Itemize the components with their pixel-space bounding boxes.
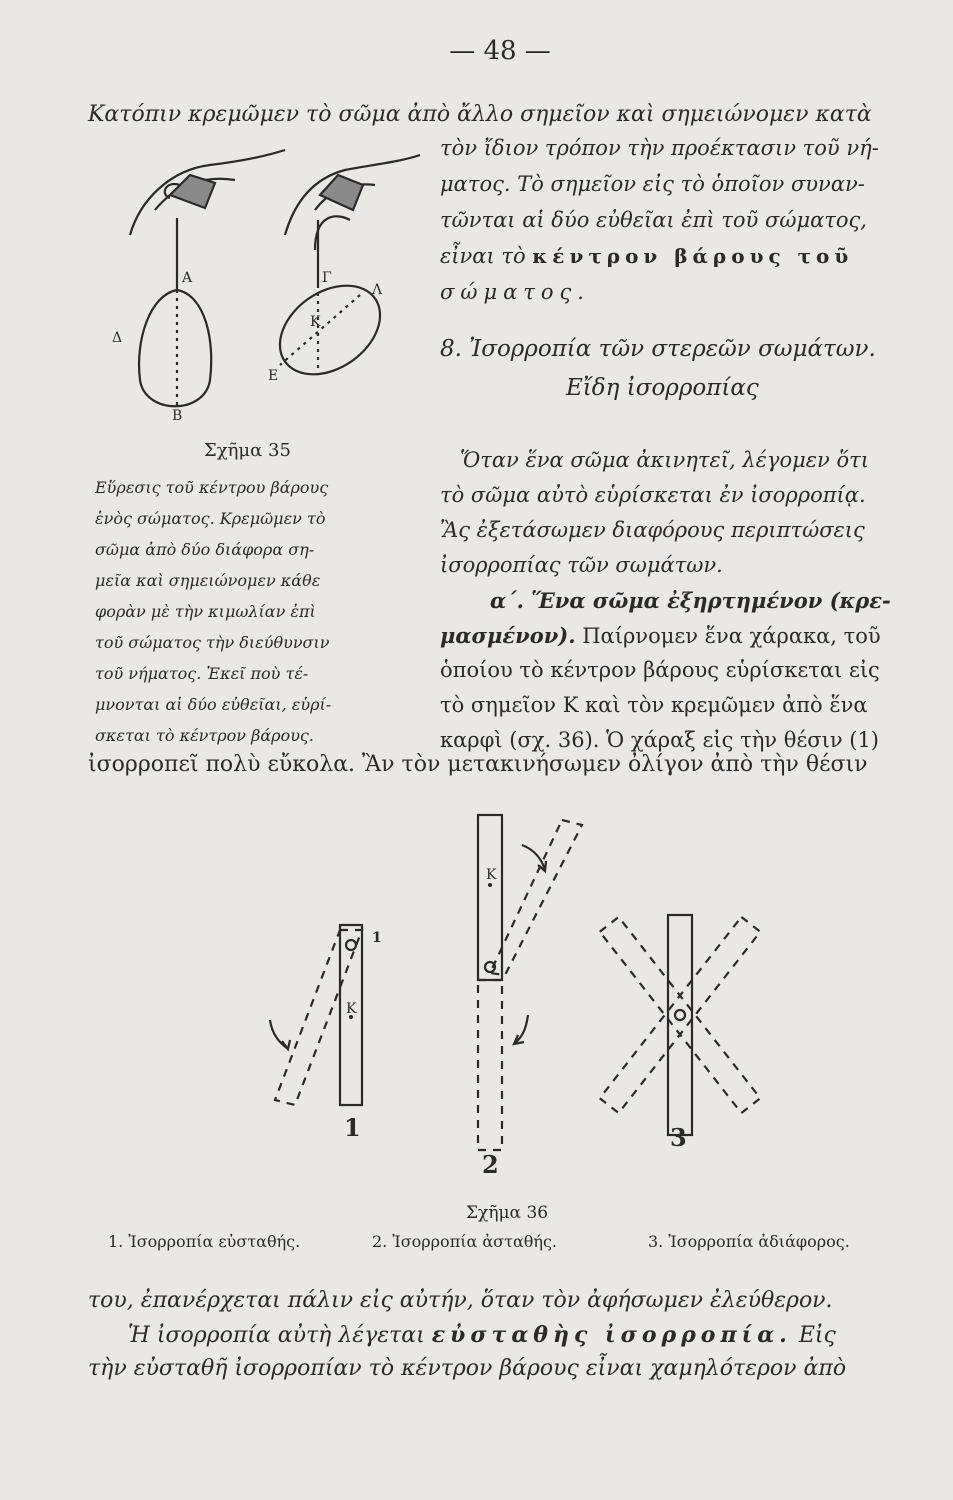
figure-35-caption-line: μνονται αἱ δύο εὐθεῖαι, εὑρί- — [95, 695, 332, 714]
position-label-1: 1 — [372, 930, 382, 946]
point-label-k: Κ — [310, 314, 321, 330]
text-line: ἰσορροπίας τῶν σωμάτων. — [440, 553, 723, 577]
text-line: τὴν εὐσταθῆ ἰσορροπίαν τὸ κέντρον βάρους εἶναι χαμηλότερον ἀπὸ — [88, 1356, 847, 1381]
text-line: ὁποίου τὸ κέντρον βάρους εὑρίσκεται εἰς — [440, 658, 880, 682]
spaced-term: κέντρον βάρους τοῦ — [532, 244, 854, 268]
text-span: Εἰς — [791, 1323, 836, 1348]
figure-35-caption-line: τοῦ σώματος τὴν διεύθυνσιν — [95, 633, 330, 652]
text-line — [440, 623, 881, 648]
figure-36-caption: 1. Ἰσορροπία εὐσταθής. — [108, 1232, 301, 1251]
figure-36-title: Σχῆμα 36 — [466, 1203, 549, 1223]
text-line: Κατόπιν κρεμῶμεν τὸ σῶμα ἀπὸ ἄλλο σημεῖον καὶ σημειώνομεν κατὰ — [88, 102, 872, 127]
text-line: τῶνται αἱ δύο εὐθεῖαι ἐπὶ τοῦ σώματος, — [440, 208, 867, 232]
text-line: σώματος. — [440, 280, 590, 304]
figure-35-caption-line: τοῦ νήματος. Ἐκεῖ ποὺ τέ- — [95, 664, 309, 683]
text-span: Ἡ ἰσορροπία αὐτὴ λέγεται — [128, 1323, 432, 1348]
text-span: Παίρνομεν ἕνα χάρακα, τοῦ — [575, 624, 881, 648]
figure-35-caption-line: σῶμα ἀπὸ δύο διάφορα ση- — [95, 540, 315, 559]
figure-35-caption-line: μεῖα καὶ σημειώνομεν κάθε — [95, 571, 321, 590]
figure-35-caption-line: Εὕρεσις τοῦ κέντρου βάρους — [95, 478, 329, 497]
text-line: Ὅταν ἕνα σῶμα ἀκινητεῖ, λέγομεν ὅτι — [460, 448, 869, 472]
section-heading: 8. Ἰσορροπία τῶν στερεῶν σωμάτων. — [440, 336, 876, 362]
text-span: εἶναι τὸ — [440, 244, 533, 268]
point-label-b: Β — [172, 408, 183, 424]
point-label-k: Κ — [486, 867, 497, 883]
text-line: τὸ σημεῖον Κ καὶ τὸν κρεμῶμεν ἀπὸ ἕνα — [440, 693, 868, 717]
text-span: μασμένον). — [440, 623, 576, 648]
point-label-d: Δ — [112, 330, 123, 346]
text-line: ἰσορροπεῖ πολὺ εὔκολα. Ἂν τὸν μετακινήσωμεν ὀλίγον ἀπὸ τὴν θέσιν — [88, 752, 868, 777]
point-label-l: Λ — [372, 282, 383, 298]
figure-number-1: 1 — [344, 1113, 361, 1142]
text-line: τὸν ἴδιον τρόπον τὴν προέκτασιν τοῦ νή- — [440, 136, 879, 160]
text-line: ματος. Τὸ σημεῖον εἰς τὸ ὁποῖον συναν- — [440, 172, 865, 196]
figure-36-drawing — [260, 805, 780, 1195]
text-line — [128, 1322, 836, 1348]
page-number: — 48 — — [449, 36, 551, 66]
point-label-a: Α — [182, 270, 193, 286]
text-line: α΄. Ἕνα σῶμα ἐξηρτημένον (κρε- — [490, 588, 891, 613]
figure-36-caption: 2. Ἰσορροπία ἀσταθής. — [372, 1232, 558, 1251]
point-label-e: Ε — [268, 368, 279, 384]
figure-35-caption-line: ἑνὸς σώματος. Κρεμῶμεν τὸ — [95, 509, 326, 528]
text-line: Ἂς ἐξετάσωμεν διαφόρους περιπτώσεις — [440, 518, 865, 542]
text-line: του, ἐπανέρχεται πάλιν εἰς αὐτήν, ὅταν τὸν ἀφήσωμεν ἐλεύθερον. — [88, 1288, 833, 1313]
figure-35-drawing — [110, 140, 430, 430]
figure-number-2: 2 — [482, 1150, 499, 1179]
figure-35-title: Σχῆμα 35 — [204, 440, 291, 461]
text-line: τὸ σῶμα αὐτὸ εὑρίσκεται ἐν ἰσορροπίᾳ. — [440, 483, 866, 507]
text-line: καρφὶ (σχ. 36). Ὁ χάραξ εἰς τὴν θέσιν (1) — [440, 728, 880, 752]
figure-35-caption-line: σκεται τὸ κέντρον βάρους. — [95, 726, 314, 745]
text-line — [440, 244, 853, 268]
point-label-k: Κ — [346, 1001, 357, 1017]
spaced-term: εὐσταθὴς ἰσορροπία. — [431, 1322, 792, 1348]
point-label-g: Γ — [322, 270, 332, 286]
section-subheading: Εἴδη ἰσορροπίας — [566, 375, 759, 401]
figure-35-caption-line: φορὰν μὲ τὴν κιμωλίαν ἐπὶ — [95, 602, 316, 621]
figure-number-3: 3 — [670, 1123, 687, 1152]
figure-36-caption: 3. Ἰσορροπία ἀδιάφορος. — [648, 1232, 850, 1251]
